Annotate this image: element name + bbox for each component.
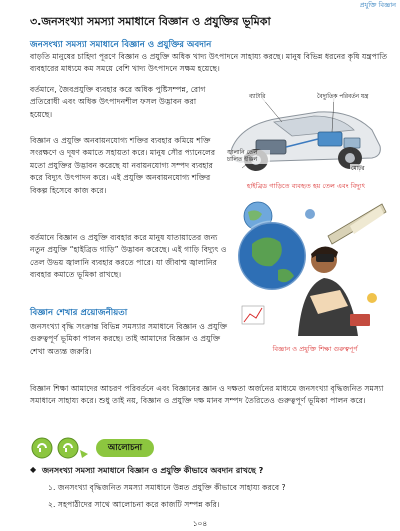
paragraph-biotech: বর্তমানে, জৈবপ্রযুক্তি ব্যবহার করে অধিক পুষ্টিসম্পন্ন, রোগ প্রতিরোধী এবং অধিক উৎপাদনশীল ফসল উদ্ভাবন করা হয়েছে। [30, 85, 206, 119]
science-learning-illustration [232, 196, 390, 342]
car-label-converter: বৈদ্যুতিক পরিবর্তন যন্ত্র [317, 94, 369, 100]
page-number: ১০৪ [192, 519, 208, 528]
section2-heading: বিজ্ঞান শেখার প্রয়োজনীয়তা [30, 308, 128, 318]
discussion-question: জনসংখ্যা সমস্যা সমাধানে বিজ্ঞান ও প্রযুক্তি কীভাবে অবদান রাখছে ? [42, 466, 264, 475]
car-label-engine: জ্বালানি তেল চালিত ইঞ্জিন [226, 150, 270, 164]
car-label-battery: ব্যাটারি [249, 94, 266, 100]
science-figure-caption: বিজ্ঞান ও প্রযুক্তি শিক্ষা গুরুত্বপূর্ণ [272, 345, 358, 353]
page-title: ৩.জনসংখ্যা সমস্যা সমাধানে বিজ্ঞান ও প্রযুক্তির ভূমিকা [30, 15, 271, 28]
car-label-motor: মোটর [351, 166, 365, 172]
paragraph-energy: বিজ্ঞান ও প্রযুক্তি অনবায়নযোগ্য শক্তির ব্যবহার কমিয়ে শক্তি সংরক্ষণে ও দূষণ কমাতে সহায়তা করে। মানুষ সৌর প্যানেলের মতো প্রযুক্তির উদ্ভাবন করেছে যা নবায়নযোগ্য সম্পদ ব্যবহার করে বিদ্যুৎ উৎপাদন করে। এই প্রযুক্তি অনবায়নযোগ্য শক্তির বিকল্প হিসেবে কাজ করে। [30, 136, 216, 195]
diamond-bullet-icon: ◆ [30, 465, 37, 474]
section1-heading: জনসংখ্যা সমস্যা সমাধানে বিজ্ঞান ও প্রযুক্তির অবদান [30, 40, 212, 50]
paragraph-intro: বাড়তি মানুষের চাহিদা পূরণে বিজ্ঞান ও প্রযুক্তি অধিক খাদ্য উৎপাদনে সাহায্য করছে। মানুষ বিভিন্ন ধরনের কৃষি যন্ত্রপাতি ব্যবহারের মাধ্যমে কম সময়ে বেশি খাদ্য উৎপাদনে সক্ষম হয়েছে। [30, 52, 388, 74]
paragraph-education: বিজ্ঞান শিক্ষা আমাদের আচরণ পরিবর্তনে এবং বিজ্ঞানের জ্ঞান ও দক্ষতা অর্জনের মাধ্যমে জনসংখ্যা বৃদ্ধিজনিত সমস্যা সমাধানে সাহায্য করে। শুধু তাই নয়, বিজ্ঞান ও প্রযুক্তি দক্ষ মানব সম্পদ তৈরিতেও গুরুত্বপূর্ণ ভূমিকা পালন করে। [30, 384, 384, 406]
paragraph-hybrid: বর্তমানে বিজ্ঞান ও প্রযুক্তি ব্যবহার করে মানুষ যাতায়াতের জন্য নতুন প্রযুক্তি “হাইব্রিড গাড়ি” উদ্ভাবন করেছে। এই গাড়ি বিদ্যুৎ ও তেল উভয় জ্বালানি ব্যবহার করতে পারে। যা জীবাশ্ম জ্বালানির ব্যবহার কমাতে ভূমিকা রাখছে। [30, 233, 227, 280]
speech-bubbles-icon [30, 436, 92, 460]
discussion-label: আলোচনা [96, 439, 154, 457]
car-figure-caption: হাইব্রিড গাড়িতে ব্যবহৃত হয় তেল এবং বিদ্যুৎ [246, 182, 366, 190]
paragraph-need: জনসংখ্যা বৃদ্ধি সংক্রান্ত বিভিন্ন সমস্যার সমাধানে বিজ্ঞান ও প্রযুক্তি গুরুত্বপূর্ণ ভূমিকা পালন করছে। তাই আমাদের বিজ্ঞান ও প্রযুক্তি শেখা অত্যন্ত জরুরি। [30, 322, 228, 356]
header-label: প্রযুক্তি বিজ্ঞান [359, 1, 396, 9]
discussion-item-1: ১. জনসংখ্যা বৃদ্ধিজনিত সমস্যা সমাধানে উন্নত প্রযুক্তি কীভাবে সাহায্য করবে ? [48, 483, 286, 492]
discussion-item-2: ২. সহপাঠীদের সাথে আলোচনা করে কাজটি সম্পন্ন করি। [48, 500, 220, 509]
